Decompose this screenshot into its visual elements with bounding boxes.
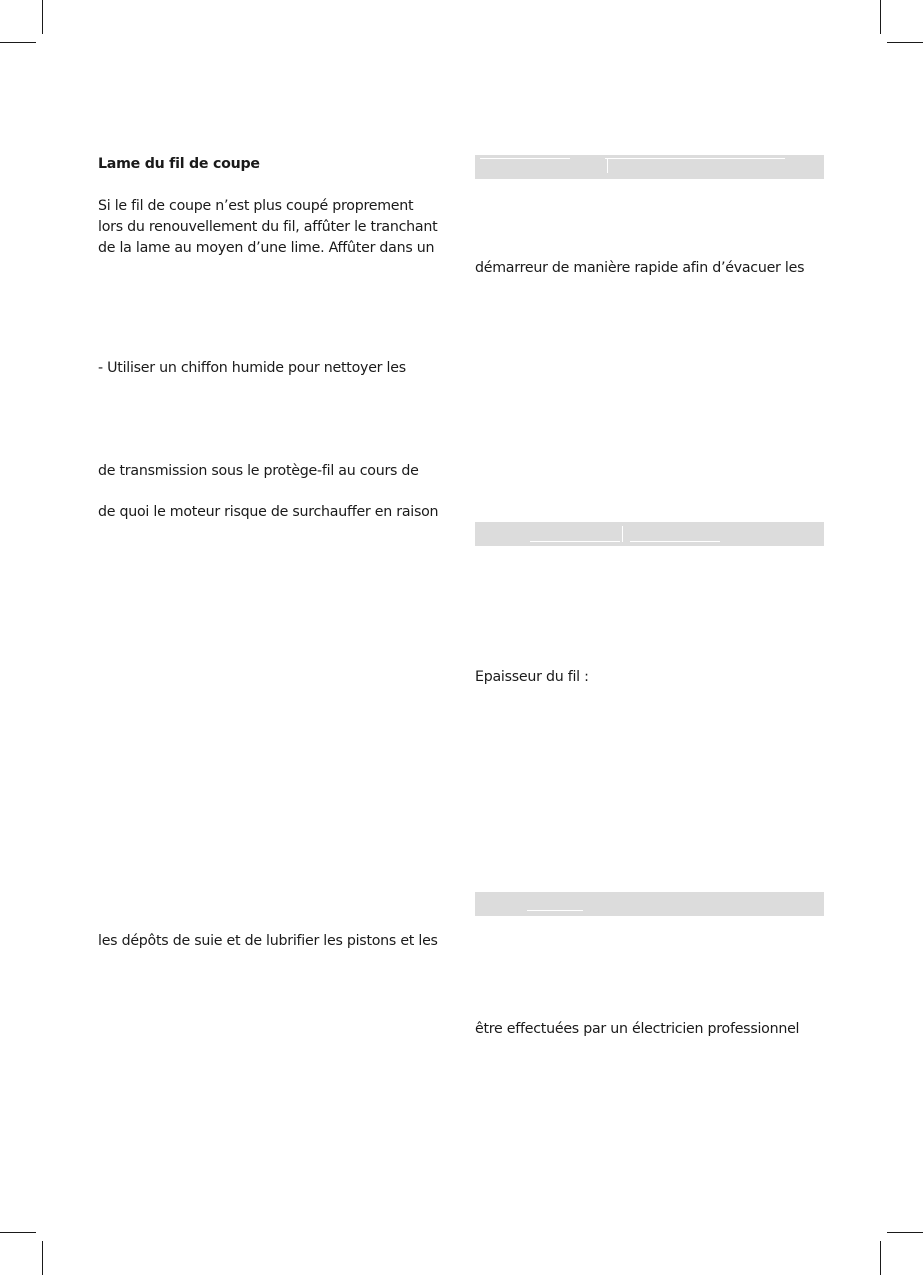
crop-mark-top-left-horizontal <box>0 42 36 43</box>
paragraph-line: Si le fil de coupe n’est plus coupé proprement <box>98 198 414 214</box>
crop-mark-top-right-vertical <box>880 0 881 34</box>
text-fragment: de transmission sous le protège-fil au cours de <box>98 463 419 479</box>
text-fragment: démarreur de manière rapide afin d’évacuer les <box>475 260 805 276</box>
section-header-band <box>475 155 824 179</box>
crop-mark-bottom-right-vertical <box>880 1241 881 1275</box>
paragraph-line: de la lame au moyen d’une lime. Affûter dans un <box>98 240 435 256</box>
crop-mark-top-left-vertical <box>42 0 43 34</box>
text-fragment: de quoi le moteur risque de surchauffer en raison <box>98 504 439 520</box>
text-fragment: - Utiliser un chiffon humide pour nettoyer les <box>98 360 406 376</box>
section-heading: Lame du fil de coupe <box>98 156 260 172</box>
text-fragment: Epaisseur du fil : <box>475 669 589 685</box>
crop-mark-bottom-right-horizontal <box>887 1232 923 1233</box>
crop-mark-bottom-left-vertical <box>42 1241 43 1275</box>
text-fragment: être effectuées par un électricien professionnel <box>475 1021 800 1037</box>
crop-mark-bottom-left-horizontal <box>0 1232 36 1233</box>
section-header-band <box>475 522 824 546</box>
text-fragment: les dépôts de suie et de lubrifier les pistons et les <box>98 933 438 949</box>
section-header-band <box>475 892 824 916</box>
paragraph-line: lors du renouvellement du fil, affûter le tranchant <box>98 219 438 235</box>
crop-mark-top-right-horizontal <box>887 42 923 43</box>
